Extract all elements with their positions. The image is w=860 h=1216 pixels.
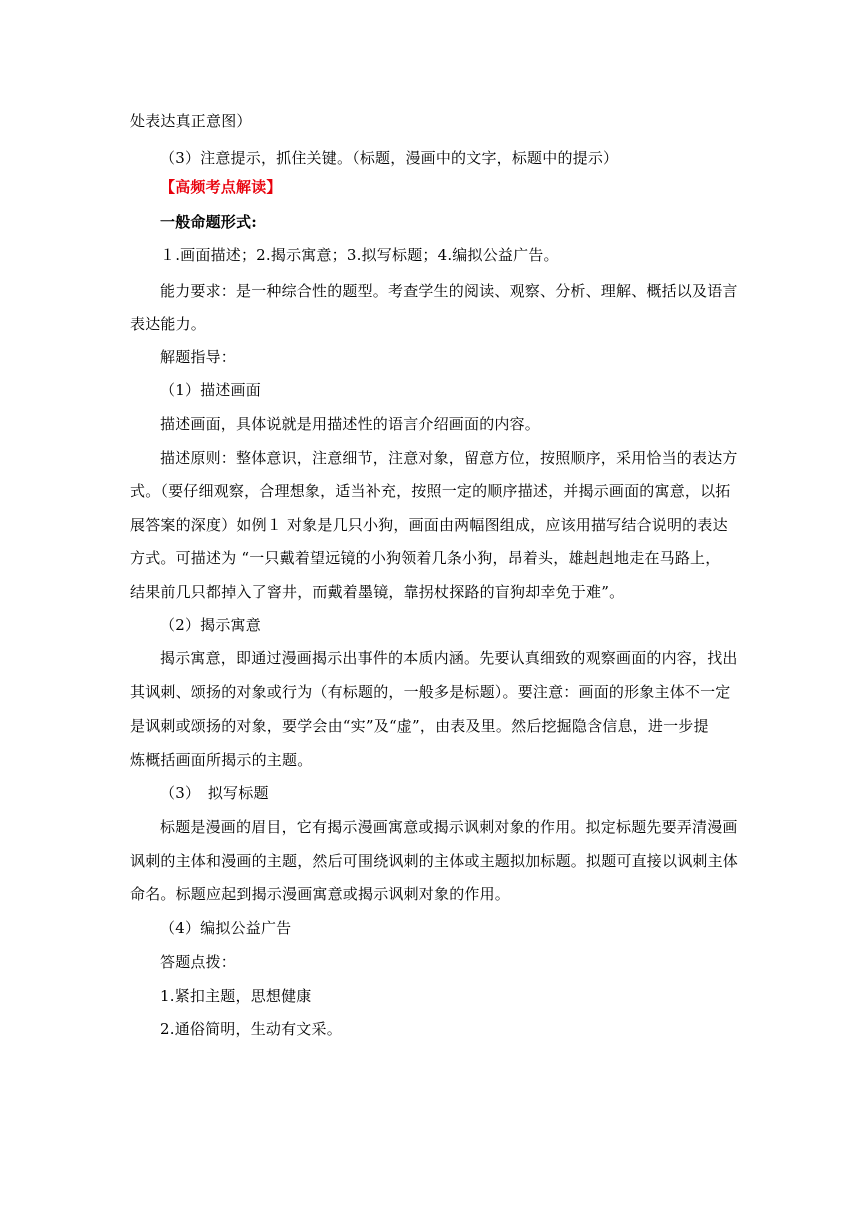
ability-requirement-line-2: 表达能力。 [130,315,207,333]
reveal-meaning-line-1: 揭示寓意，即通过漫画揭示出事件的本质内涵。先要认真细致的观察画面的内容，找出 [160,649,738,667]
answer-tip-1: 1.紧扣主题，思想健康 [160,987,312,1005]
describe-principle-line-1: 描述原则：整体意识，注意细节，注意对象，留意方位，按照顺序，采用恰当的表达方 [160,449,738,467]
ability-requirement-line-1: 能力要求：是一种综合性的题型。考查学生的阅读、观察、分析、理解、概括以及语言 [160,282,738,300]
section-heading: 【高频考点解读】 [160,178,282,196]
describe-principle-line-5: 结果前几只都掉入了窨井，而戴着墨镜，靠拐杖探路的盲狗却幸免于难”。 [130,583,625,601]
question-forms-list: １.画面描述；2.揭示寓意；3.拟写标题；4.编拟公益广告。 [160,246,559,264]
describe-principle-line-4: 方式。可描述为 “一只戴着望远镜的小狗领着几条小狗，昂着头，雄赳赳地走在马路上， [130,549,721,567]
write-title-line-1: 标题是漫画的眉目，它有揭示漫画寓意或揭示讽刺对象的作用。拟定标题先要弄清漫画 [160,818,738,836]
paragraph-line-continuation: 处表达真正意图） [130,112,252,130]
answer-tip-2: 2.通俗简明，生动有文采。 [160,1020,342,1038]
describe-principle-line-3: 展答案的深度）如例１ 对象是几只小狗，画面由两幅图组成，应该用描写结合说明的表达 [130,516,728,534]
subheading-question-forms: 一般命题形式: [160,213,257,231]
subheading-reveal-meaning: （2）揭示寓意 [160,616,261,634]
guidance-heading: 解题指导： [160,348,237,366]
reveal-meaning-line-2: 其讽刺、颂扬的对象或行为（有标题的，一般多是标题）。要注意：画面的形象主体不一定 [130,683,731,701]
subheading-public-service-ad: （4）编拟公益广告 [160,919,292,937]
describe-definition: 描述画面，具体说就是用描述性的语言介绍画面的内容。 [160,415,541,433]
subheading-describe-picture: （1）描述画面 [160,381,261,399]
reveal-meaning-line-3: 是讽刺或颂扬的对象，要学会由“实”及“虚”，由表及里。然后挖掘隐含信息，进一步提 [130,717,709,735]
subheading-write-title: （3） 拟写标题 [160,784,269,802]
tip-item-3: （3）注意提示，抓住关键。（标题，漫画中的文字，标题中的提示） [160,149,619,167]
write-title-line-3: 命名。标题应起到揭示漫画寓意或揭示讽刺对象的作用。 [130,885,511,903]
answer-tips-heading: 答题点拨： [160,953,237,971]
write-title-line-2: 讽刺的主体和漫画的主题，然后可围绕讽刺的主体或主题拟加标题。拟题可直接以讽刺主体 [130,852,739,870]
reveal-meaning-line-4: 炼概括画面所揭示的主题。 [130,751,313,769]
describe-principle-line-2: 式。（要仔细观察，合理想象，适当补充，按照一定的顺序描述，并揭示画面的寓意，以拓 [130,482,731,500]
